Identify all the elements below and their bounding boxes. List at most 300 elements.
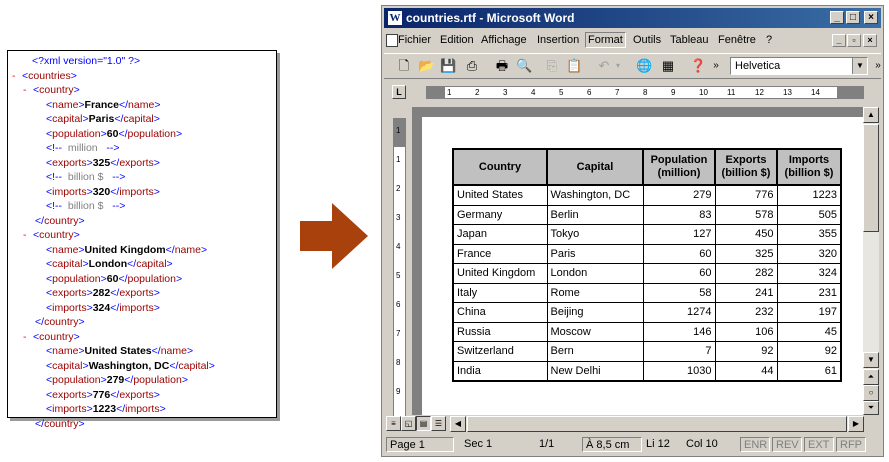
xml-token: capital — [52, 359, 83, 372]
xml-token: </ — [35, 417, 45, 430]
table-cell[interactable]: Rome — [547, 283, 643, 303]
xml-token: capital — [123, 113, 154, 125]
table-row — [453, 342, 841, 362]
horizontal-ruler-row — [384, 81, 881, 105]
xml-token: 60 — [106, 127, 119, 140]
document-icon[interactable] — [386, 34, 398, 47]
ruler-number: 4 — [531, 88, 536, 97]
xml-token: </ — [118, 127, 128, 140]
browse-object-icon[interactable]: ○ — [863, 385, 879, 401]
table-header[interactable]: Exports (billion $) — [715, 149, 777, 185]
xml-token: < — [46, 127, 53, 140]
xml-token: > — [82, 113, 89, 125]
xml-line — [8, 156, 276, 171]
print-preview-icon[interactable]: 🔍 — [516, 58, 533, 73]
xml-token: > — [78, 98, 85, 111]
xml-token: > — [181, 374, 188, 386]
table-cell[interactable]: 58 — [643, 283, 715, 303]
xml-line — [8, 141, 276, 156]
xml-line-content — [46, 286, 160, 301]
table-cell[interactable]: Paris — [547, 244, 643, 264]
xml-token: > — [175, 272, 183, 285]
xml-token: < — [46, 156, 53, 169]
xml-line-content — [46, 98, 160, 113]
ruler-number: 9 — [396, 387, 401, 396]
vertical-scrollbar[interactable] — [863, 107, 879, 415]
xml-token: > — [73, 84, 80, 96]
xml-token: <!-- — [46, 142, 63, 154]
xml-token: > — [153, 301, 160, 314]
xml-token: exports — [52, 287, 87, 299]
doc-minimize-button[interactable]: _ — [832, 34, 846, 47]
xml-token: > — [154, 98, 161, 111]
xml-token: > — [200, 243, 208, 256]
xml-token: </ — [35, 316, 45, 328]
xml-line — [8, 257, 276, 272]
xml-token: exports — [119, 287, 154, 299]
previous-page-icon[interactable]: ⏶ — [863, 369, 879, 385]
document-page[interactable] — [422, 117, 863, 415]
xml-token: < — [46, 345, 53, 357]
xml-token: < — [33, 330, 40, 343]
table-row — [453, 303, 841, 323]
xml-line-content — [46, 243, 207, 258]
font-name: Helvetica — [735, 60, 781, 72]
window-title: countries.rtf - Microsoft Word — [406, 11, 575, 25]
xml-token: capital — [52, 258, 83, 270]
xml-token: > — [86, 185, 93, 198]
table-row — [453, 225, 841, 245]
xml-token: > — [100, 272, 107, 285]
menu-fichier[interactable]: Fichier — [398, 34, 432, 46]
xml-token: </ — [127, 258, 137, 270]
xml-token: </ — [114, 113, 124, 125]
xml-token: imports — [52, 185, 87, 198]
xml-token: </ — [151, 345, 161, 357]
table-cell[interactable]: 355 — [777, 225, 841, 245]
xml-token: 325 — [92, 156, 111, 169]
ruler-number: 10 — [699, 88, 708, 97]
xml-line — [8, 112, 276, 127]
chevron-down-icon[interactable]: ▼ — [852, 58, 867, 74]
xml-token: country — [44, 417, 79, 430]
ruler-number: 1 — [396, 126, 401, 135]
table-cell[interactable]: London — [547, 264, 643, 284]
next-page-icon[interactable]: ⏷ — [863, 401, 879, 415]
table-cell[interactable]: 106 — [715, 322, 777, 342]
collapse-toggle[interactable]: - — [12, 69, 16, 82]
xml-line — [8, 98, 276, 113]
table-cell[interactable]: 197 — [777, 303, 841, 323]
xml-token: < — [46, 113, 53, 125]
table-cell[interactable]: Japan — [453, 225, 547, 245]
xml-token: > — [86, 301, 93, 314]
table-cell[interactable]: 241 — [715, 283, 777, 303]
horizontal-scrollbar[interactable] — [450, 416, 864, 432]
save-icon[interactable]: 💾 — [440, 58, 457, 73]
status-line: Li 12 — [646, 438, 670, 450]
table-cell[interactable]: New Delhi — [547, 361, 643, 381]
status-position: À 8,5 cm — [582, 437, 642, 452]
xml-token: imports — [119, 301, 154, 314]
table-cell[interactable]: India — [453, 361, 547, 381]
xml-token: billion $ — [62, 200, 113, 212]
table-cell[interactable]: 776 — [715, 185, 777, 205]
ruler-number: 13 — [783, 88, 792, 97]
xml-token: --> — [112, 171, 126, 183]
menu-edition[interactable]: Edition — [440, 34, 474, 46]
scroll-thumb[interactable] — [863, 124, 879, 232]
xml-line — [8, 127, 276, 142]
xml-token: < — [22, 69, 29, 82]
xml-token: </ — [118, 272, 128, 285]
ruler-number: 1 — [447, 88, 452, 97]
xml-token: > — [166, 258, 173, 270]
ruler-number: 8 — [396, 358, 401, 367]
collapse-toggle[interactable]: - — [23, 84, 27, 96]
xml-token: > — [86, 403, 93, 415]
ruler-number: 6 — [587, 88, 592, 97]
table-cell[interactable]: 1223 — [777, 185, 841, 205]
table-cell[interactable]: 92 — [715, 342, 777, 362]
xml-token: > — [86, 156, 93, 169]
xml-token: countries — [28, 69, 71, 82]
xml-token: < — [33, 229, 40, 241]
table-cell[interactable]: 45 — [777, 322, 841, 342]
table-cell[interactable]: 324 — [777, 264, 841, 284]
menu-outils[interactable]: Outils — [633, 34, 662, 46]
xml-token: billion $ — [62, 171, 113, 183]
scroll-right-icon[interactable]: ▶ — [848, 416, 864, 432]
status-enr[interactable]: ENR — [740, 437, 770, 452]
table-cell[interactable]: Germany — [453, 205, 547, 225]
status-rev[interactable]: REV — [772, 437, 802, 452]
table-cell[interactable]: 60 — [643, 264, 715, 284]
status-column: Col 10 — [686, 438, 718, 450]
paste-icon[interactable]: 📋 — [566, 58, 583, 73]
copy-icon[interactable]: ⎘ — [546, 58, 558, 73]
status-rfp[interactable]: RFP — [836, 437, 866, 452]
xml-token: name — [52, 345, 79, 357]
xml-token: </ — [110, 388, 120, 401]
xml-token: population — [52, 272, 101, 285]
xml-token: population — [133, 374, 182, 386]
table-row — [453, 283, 841, 303]
xml-line-content — [22, 69, 77, 84]
ruler-number: 4 — [396, 242, 401, 251]
xml-line[interactable] — [8, 228, 276, 243]
horizontal-scroll-thumb[interactable] — [467, 416, 847, 432]
table-cell[interactable]: Switzerland — [453, 342, 547, 362]
table-cell[interactable]: United Kingdom — [453, 264, 547, 284]
table-cell[interactable]: Bern — [547, 342, 643, 362]
table-cell[interactable]: 505 — [777, 205, 841, 225]
table-header[interactable]: Population (million) — [643, 149, 715, 185]
xml-token: million — [62, 142, 107, 154]
xml-line[interactable] — [8, 83, 276, 98]
xml-token: > — [175, 127, 183, 140]
xml-token: </ — [110, 185, 120, 198]
menu-tableau[interactable]: Tableau — [670, 34, 709, 46]
doc-restore-button[interactable]: ▫ — [847, 34, 861, 47]
maximize-button[interactable]: □ — [846, 11, 860, 24]
table-cell[interactable]: 282 — [715, 264, 777, 284]
status-bar — [384, 434, 881, 454]
menu-affichage[interactable]: Affichage — [481, 34, 527, 46]
xml-line[interactable] — [8, 330, 276, 345]
table-cell[interactable]: 60 — [643, 244, 715, 264]
menu-help[interactable]: ? — [766, 34, 773, 46]
table-header[interactable]: Imports (billion $) — [777, 149, 841, 185]
table-cell[interactable]: 279 — [643, 185, 715, 205]
table-row — [453, 264, 841, 284]
table-cell[interactable]: 450 — [715, 225, 777, 245]
ruler-number: 12 — [755, 88, 764, 97]
xml-line-content — [46, 402, 166, 417]
collapse-toggle[interactable]: - — [23, 330, 27, 343]
xml-token: < — [46, 388, 53, 401]
table-cell[interactable]: 127 — [643, 225, 715, 245]
menu-insertion[interactable]: Insertion — [537, 34, 580, 46]
ruler-number: 7 — [396, 329, 401, 338]
xml-token: 320 — [92, 185, 111, 198]
xml-token: > — [153, 185, 160, 198]
xml-line — [8, 214, 276, 229]
xml-line-content — [46, 127, 182, 142]
print-icon[interactable]: 🖶 — [495, 58, 509, 73]
xml-token: > — [153, 388, 160, 401]
table-cell[interactable]: 1030 — [643, 361, 715, 381]
xml-token: </ — [110, 301, 120, 314]
font-select[interactable] — [730, 57, 868, 75]
menu-bar — [384, 31, 881, 51]
hyperlink-icon[interactable]: 🌐 — [636, 58, 653, 73]
xml-line-content — [46, 199, 125, 214]
ruler-number: 11 — [727, 88, 736, 97]
xml-line-content — [46, 170, 125, 185]
xml-token: Paris — [88, 113, 115, 125]
xml-token: France — [84, 98, 119, 111]
permission-icon[interactable]: ⎙ — [466, 58, 478, 73]
xml-line — [8, 199, 276, 214]
table-header[interactable]: Capital — [547, 149, 643, 185]
xml-line-content — [46, 141, 120, 156]
xml-line-content — [46, 185, 160, 200]
xml-line[interactable] — [8, 69, 276, 84]
close-button[interactable]: × — [864, 11, 878, 24]
table-cell[interactable]: China — [453, 303, 547, 323]
xml-line-content — [46, 388, 160, 403]
xml-line — [8, 185, 276, 200]
title-bar[interactable] — [384, 8, 881, 28]
toolbar-overflow-icon[interactable]: » — [875, 60, 881, 71]
normal-view-icon[interactable]: ≡ — [386, 416, 401, 431]
xml-token: > — [78, 316, 85, 328]
table-cell[interactable]: 7 — [643, 342, 715, 362]
status-section: Sec 1 — [464, 438, 493, 450]
xml-token: < — [46, 287, 53, 299]
xml-token: > — [73, 229, 80, 241]
toolbar-options-icon[interactable]: » — [713, 60, 719, 71]
table-cell[interactable]: 578 — [715, 205, 777, 225]
table-icon[interactable]: ▦ — [661, 58, 675, 73]
xml-token: <?xml version="1.0" ?> — [32, 55, 141, 67]
xml-line — [8, 388, 276, 403]
vertical-ruler[interactable] — [393, 118, 406, 418]
xml-line — [8, 54, 276, 69]
xml-token: > — [153, 287, 160, 299]
ruler-number: 2 — [396, 184, 401, 193]
xml-token: 279 — [106, 374, 125, 386]
xml-token: </ — [124, 374, 134, 386]
ruler-number: 9 — [671, 88, 676, 97]
menu-format[interactable]: Format — [585, 32, 626, 48]
table-cell[interactable]: 83 — [643, 205, 715, 225]
scroll-down-icon[interactable]: ▼ — [863, 352, 879, 368]
table-cell[interactable]: Italy — [453, 283, 547, 303]
countries-table — [452, 148, 842, 382]
table-cell[interactable]: 146 — [643, 322, 715, 342]
xml-token: < — [46, 359, 53, 372]
ruler-number: 5 — [396, 271, 401, 280]
xml-token: name — [52, 243, 79, 256]
xml-token: 776 — [92, 388, 111, 401]
xml-line — [8, 315, 276, 330]
open-folder-icon[interactable]: 📂 — [418, 58, 435, 73]
xml-token: > — [153, 156, 160, 169]
ruler-number: 5 — [559, 88, 564, 97]
xml-line — [8, 272, 276, 287]
xml-line — [8, 417, 276, 432]
table-cell[interactable]: Berlin — [547, 205, 643, 225]
xml-token: < — [46, 185, 53, 198]
xml-line — [8, 286, 276, 301]
table-cell[interactable]: Tokyo — [547, 225, 643, 245]
table-cell[interactable]: 325 — [715, 244, 777, 264]
ruler-number: 6 — [396, 300, 401, 309]
xml-token: </ — [35, 214, 45, 227]
xml-token: population — [127, 127, 176, 140]
ruler-number: 3 — [503, 88, 508, 97]
xml-token: </ — [118, 98, 129, 111]
xml-token: exports — [119, 156, 154, 169]
xml-source-panel — [7, 50, 277, 430]
xml-token: < — [46, 272, 53, 285]
xml-token: </ — [110, 156, 120, 169]
table-cell[interactable]: 61 — [777, 361, 841, 381]
xml-token: > — [86, 287, 93, 299]
scroll-left-icon[interactable]: ◀ — [450, 416, 466, 432]
ruler-number: 14 — [811, 88, 820, 97]
xml-line-content — [46, 112, 160, 127]
table-cell[interactable]: 44 — [715, 361, 777, 381]
xml-token: 282 — [92, 287, 111, 299]
table-cell[interactable]: 231 — [777, 283, 841, 303]
xml-token: <!-- — [46, 200, 63, 212]
xml-token: population — [127, 272, 176, 285]
xml-token: > — [70, 69, 77, 82]
xml-token: country — [44, 316, 79, 328]
status-page: Page 1 — [386, 437, 454, 452]
xml-token: 324 — [92, 301, 111, 314]
table-cell[interactable]: 232 — [715, 303, 777, 323]
undo-icon[interactable]: ↶ — [598, 58, 610, 73]
table-cell[interactable]: 1274 — [643, 303, 715, 323]
minimize-button[interactable]: _ — [830, 11, 844, 24]
menu-fenetre[interactable]: Fenêtre — [718, 34, 756, 46]
xml-token: > — [86, 388, 93, 401]
table-row — [453, 322, 841, 342]
scroll-up-icon[interactable]: ▲ — [863, 107, 879, 123]
xml-line — [8, 243, 276, 258]
table-cell[interactable]: United States — [453, 185, 547, 205]
xml-token: country — [44, 214, 79, 227]
help-icon[interactable]: ❓ — [690, 58, 707, 73]
xml-line-content — [35, 417, 85, 432]
table-cell[interactable]: Washington, DC — [547, 185, 643, 205]
xml-token: capital — [52, 113, 83, 125]
xml-token: </ — [165, 243, 175, 256]
doc-close-button[interactable]: × — [863, 34, 877, 47]
print-layout-icon[interactable]: ▤ — [416, 416, 431, 431]
horizontal-scroll-row — [384, 416, 881, 432]
xml-line — [8, 301, 276, 316]
xml-token: > — [153, 113, 160, 125]
horizontal-ruler[interactable] — [426, 86, 864, 99]
xml-token: 60 — [106, 272, 119, 285]
xml-token: < — [46, 403, 53, 415]
table-cell[interactable]: Russia — [453, 322, 547, 342]
undo-dropdown-icon[interactable]: ▾ — [615, 61, 620, 70]
table-cell[interactable]: 92 — [777, 342, 841, 362]
xml-token: name — [128, 98, 155, 111]
xml-token: < — [46, 243, 53, 256]
table-cell[interactable]: Beijing — [547, 303, 643, 323]
xml-token: imports — [52, 301, 87, 314]
ruler-number: 7 — [615, 88, 620, 97]
table-cell[interactable]: Moscow — [547, 322, 643, 342]
document-area — [412, 107, 863, 415]
table-cell[interactable]: 320 — [777, 244, 841, 264]
web-view-icon[interactable]: ◱ — [401, 416, 416, 431]
collapse-toggle[interactable]: - — [23, 229, 27, 241]
status-ext[interactable]: EXT — [804, 437, 834, 452]
xml-token: > — [208, 359, 215, 372]
right-arrow-icon — [300, 203, 370, 269]
standard-toolbar — [384, 53, 881, 79]
word-app-icon[interactable]: W — [389, 12, 401, 24]
xml-line-content — [46, 301, 160, 316]
xml-line — [8, 402, 276, 417]
xml-line-content — [46, 257, 173, 272]
xml-token: name — [174, 243, 201, 256]
xml-line-content — [35, 315, 85, 330]
xml-token: <!-- — [46, 171, 63, 183]
table-cell[interactable]: France — [453, 244, 547, 264]
xml-token: country — [39, 330, 74, 343]
table-row — [453, 361, 841, 381]
xml-token: United States — [84, 345, 152, 357]
tab-selector[interactable]: L — [392, 85, 406, 99]
xml-token: name — [160, 345, 187, 357]
new-document-icon[interactable]: 🗋 — [398, 58, 410, 73]
xml-token: > — [159, 403, 166, 415]
xml-token: </ — [110, 287, 120, 299]
xml-token: > — [78, 345, 85, 357]
table-header[interactable]: Country — [453, 149, 547, 185]
outline-view-icon[interactable]: ☰ — [431, 416, 446, 431]
xml-token: population — [52, 374, 101, 386]
